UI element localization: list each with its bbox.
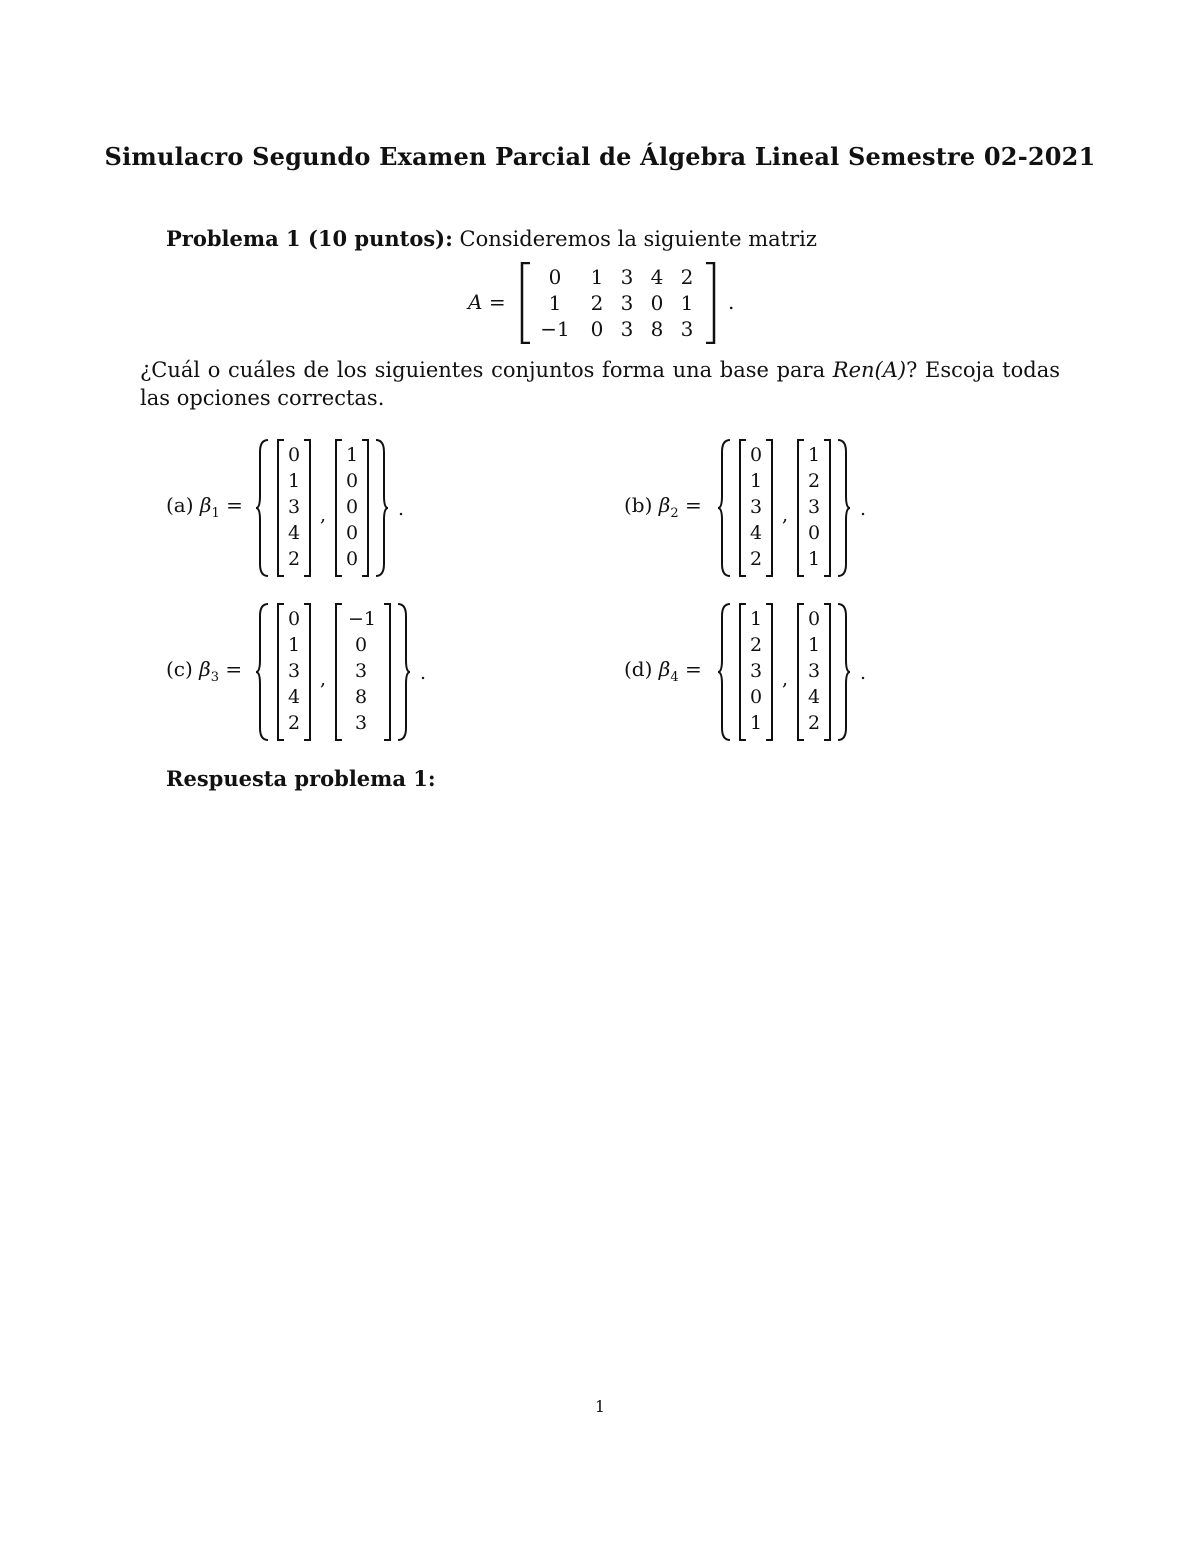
vector-entry: 0 [287, 444, 301, 466]
question-pre: ¿Cuál o cuáles de los siguientes conjuntos forma una base para [140, 358, 833, 382]
option-symbol [658, 493, 679, 521]
set-comma: , [782, 504, 789, 526]
vector-entry: 3 [749, 496, 763, 518]
matrix-cell: 1 [590, 265, 604, 289]
option-letter: (c) [166, 657, 193, 681]
vector-entry: 3 [354, 712, 368, 734]
option-equals: = [684, 493, 702, 517]
problem-statement [166, 226, 817, 251]
matrix-cell: 0 [650, 291, 664, 315]
option-beta: β [658, 657, 671, 681]
set-period: . [860, 662, 867, 684]
option-beta: β [199, 657, 211, 681]
matrix-cell: 1 [680, 291, 694, 315]
set-comma: , [782, 668, 789, 690]
matrix-cell: 3 [620, 291, 634, 315]
option-equals: = [684, 657, 702, 681]
vector-entry: 1 [807, 634, 821, 656]
vector-entry: 1 [807, 444, 821, 466]
option-c [166, 602, 446, 742]
set-period: . [398, 498, 405, 520]
vector-entry: 1 [287, 634, 301, 656]
option-b [624, 438, 884, 578]
option-subscript: 1 [211, 506, 220, 521]
option-equals: = [225, 657, 243, 681]
vector-entry: 0 [345, 548, 359, 570]
matrix-cell: 8 [650, 317, 664, 341]
set-period: . [420, 662, 427, 684]
matrix-cell: 3 [680, 317, 694, 341]
vector-entry: −1 [347, 608, 376, 630]
vector-entry: 0 [807, 608, 821, 630]
vector-entry: 4 [807, 686, 821, 708]
matrix-right-bracket [704, 262, 716, 344]
vector-entry: 3 [807, 660, 821, 682]
matrix-cell: 0 [590, 317, 604, 341]
matrix-cell: 4 [650, 265, 664, 289]
vector-entry: 4 [287, 522, 301, 544]
option-label [624, 493, 702, 521]
vector-entry: 0 [287, 608, 301, 630]
vector-entry: 1 [345, 444, 359, 466]
vector-entry: 8 [354, 686, 368, 708]
vector-entry: 2 [287, 712, 301, 734]
option-equals: = [226, 493, 243, 517]
vector-entry: 0 [345, 470, 359, 492]
matrix-cell: 3 [620, 317, 634, 341]
vector-entry: 0 [749, 686, 763, 708]
option-label [624, 657, 702, 685]
vector-entry: 1 [807, 548, 821, 570]
vector-entry: 2 [287, 548, 301, 570]
problem-intro: Consideremos la siguiente matriz [459, 227, 817, 251]
page-number: 1 [594, 1397, 606, 1416]
vector-entry: 3 [354, 660, 368, 682]
question-post: ? Escoja todas las opciones correctas. [140, 358, 1060, 410]
vector-entry: 0 [345, 522, 359, 544]
matrix-cell: 2 [590, 291, 604, 315]
matrix-cell: 0 [548, 265, 562, 289]
set-period: . [860, 498, 867, 520]
option-beta: β [199, 493, 212, 517]
problem-heading: Problema 1 (10 puntos): [166, 226, 453, 251]
set-comma: , [320, 504, 327, 526]
option-subscript: 2 [670, 506, 679, 521]
option-subscript: 3 [210, 670, 220, 685]
option-a [166, 438, 426, 578]
vector-entry: 0 [354, 634, 368, 656]
option-subscript: 4 [670, 670, 679, 685]
vector-entry: 0 [749, 444, 763, 466]
vector-entry: 2 [807, 712, 821, 734]
vector-entry: 2 [749, 634, 763, 656]
matrix-cell: 3 [620, 265, 634, 289]
matrix-period: . [728, 290, 735, 314]
option-d [624, 602, 884, 742]
vector-entry: 1 [749, 608, 763, 630]
option-letter: (b) [624, 493, 653, 517]
option-label [166, 493, 243, 521]
page-title: Simulacro Segundo Examen Parcial de Álgebra Lineal Semestre 02-2021 [104, 142, 1096, 171]
vector-entry: 3 [287, 660, 301, 682]
matrix-cell: −1 [540, 317, 570, 341]
vector-entry: 3 [749, 660, 763, 682]
vector-entry: 2 [807, 470, 821, 492]
answer-label: Respuesta problema 1: [166, 766, 436, 791]
option-letter: (a) [166, 493, 194, 517]
set-comma: , [320, 668, 327, 690]
vector-entry: 0 [807, 522, 821, 544]
matrix-lhs [468, 290, 506, 314]
matrix-cell: 2 [680, 265, 694, 289]
option-symbol [199, 657, 220, 685]
vector-entry: 3 [287, 496, 301, 518]
vector-entry: 2 [749, 548, 763, 570]
matrix-name: A [468, 290, 483, 314]
option-label [166, 657, 242, 685]
matrix-left-bracket [520, 262, 532, 344]
vector-entry: 0 [345, 496, 359, 518]
vector-entry: 1 [749, 712, 763, 734]
option-symbol [658, 657, 679, 685]
question-math: Ren(A) [832, 358, 907, 382]
vector-entry: 4 [749, 522, 763, 544]
vector-entry: 1 [749, 470, 763, 492]
vector-entry: 4 [287, 686, 301, 708]
vector-entry: 1 [287, 470, 301, 492]
option-beta: β [658, 493, 671, 517]
matrix-cell: 1 [548, 291, 562, 315]
matrix-equals: = [488, 290, 506, 314]
option-symbol [199, 493, 220, 521]
question-text [140, 356, 1060, 412]
option-letter: (d) [624, 657, 653, 681]
vector-entry: 3 [807, 496, 821, 518]
